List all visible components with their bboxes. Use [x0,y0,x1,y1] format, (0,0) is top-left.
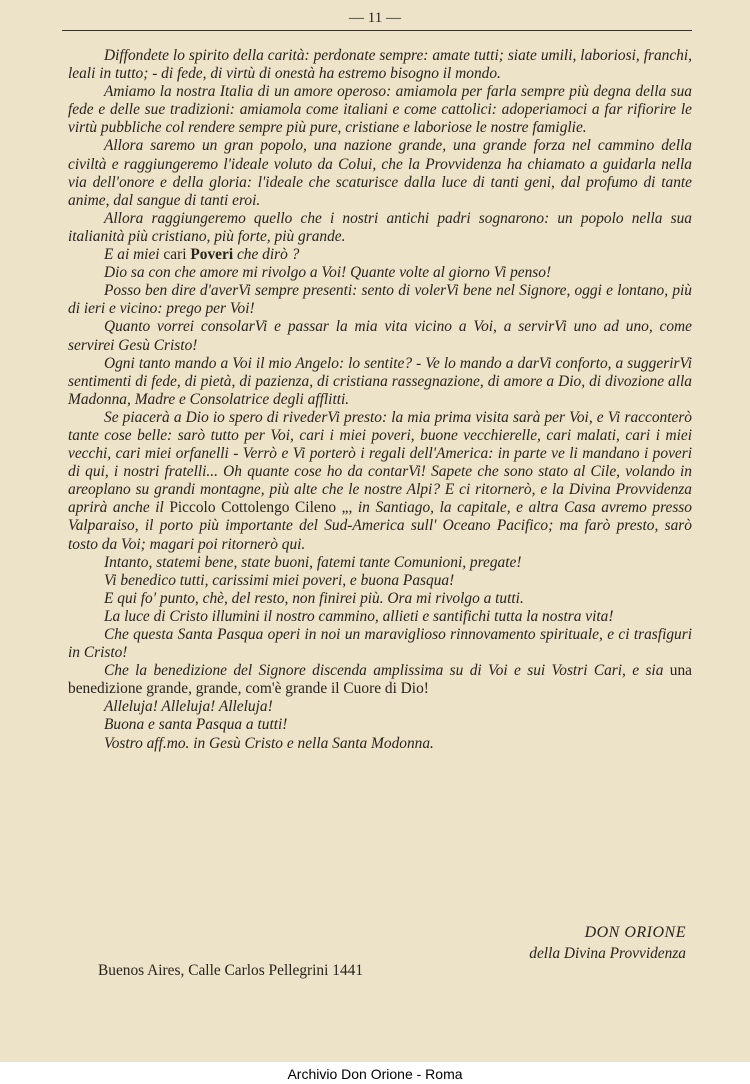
paragraph: Allora saremo un gran popolo, una nazione grande, una grande forza nel cammino della civiltà e raggiungeremo l'ideale voluto da Colui, che la Provvidenza ha chiamato a guidarla nella via dell'onore e della gloria: l'ideale che scaturisce dalla luce di tanti geni, dal profumo di tante anime, dal sangue di tanti eroi. [68,137,692,209]
paragraph: E qui fo' punto, chè, del resto, non finirei più. Ora mi rivolgo a tutti. [104,589,524,607]
paragraph: Allora raggiungeremo quello che i nostri antichi padri sognarono: un popolo nella sua italianità più cristiano, più forte, più grande. [68,209,692,245]
closing-line: Alleluja! Alleluja! Alleluja! [104,698,273,716]
word-poveri: Poveri [190,246,234,264]
benediction: Che la benedizione del Signore discenda amplissima su di Voi e sui Vostri Cari, e sia una benedizione grande, grande, com'è grande il Cuore di Dio! [68,662,692,698]
paragraph: Posso ben dire d'averVi sempre presenti: sento di volerVi bene nel Signore, oggi e lontano, più di ieri e vicino: prego per Voi! [68,282,692,318]
poveri-line: E ai miei cari Poveri che dirò ? [104,246,300,264]
paragraph: Diffondete lo spirito della carità: perdonate sempre: amate tutti; siate umili, laboriosi, franchi, leali in tutto; - di fede, di virtù di onestà ha estremo bisogno il mondo. [68,47,692,83]
letter-body [68,47,692,753]
paragraph: Intanto, statemi bene, state buoni, fatemi tante Comunioni, pregate! [104,553,522,571]
address: Buenos Aires, Calle Carlos Pellegrini 1441 [98,962,364,979]
paragraph: Dio sa con che amore mi rivolgo a Voi! Quante volte al giorno Vi penso! [104,264,552,282]
closing-line: Buona e santa Pasqua a tutti! [104,716,288,734]
signature-role: della Divina Provvidenza [529,945,686,962]
paragraph: Quanto vorrei consolarVi e passar la mia vita vicino a Voi, a servirVi uno ad uno, come servirei Gesù Cristo! [68,318,692,354]
page-number: — 11 — [349,10,401,26]
paragraph: La luce di Cristo illumini il nostro cammino, allieti e santifichi tutta la nostra vita! [104,607,614,625]
paragraph: Che questa Santa Pasqua operi in noi un maraviglioso rinnovamento spirituale, e ci trasfiguri in Cristo! [68,626,692,662]
archive-footer: Archivio Don Orione - Roma [287,1066,463,1082]
closing-line: Vostro aff.mo. in Gesù Cristo e nella Santa Modonna. [104,734,434,752]
paragraph: Amiamo la nostra Italia di un amore operoso: amiamola per farla sempre più degna della sua fede e delle sue tradizioni: amiamola come italiani e come cattolici: adoperiamoci a far rifiorire le virtù pubbliche col rendere sempre più pure, cristiane e laboriose le nostre famiglie. [68,83,692,137]
cottolengo-name: Piccolo Cottolengo Cileno „ [169,499,349,517]
paragraph: Ogni tanto mando a Voi il mio Angelo: lo sentite? - Ve lo mando a darVi conforto, a suggerirVi sentimenti di fede, di pietà, di pazienza, di cristiana rassegnazione, di amore a Dio, di divozione alla Madonna, Madre e Consolatrice degli afflitti. [68,354,692,408]
header-rule [62,30,692,31]
word-cari: cari [163,246,187,264]
paragraph: Vi benedico tutti, carissimi miei poveri, e buona Pasqua! [104,571,455,589]
signature-name: DON ORIONE [584,924,686,941]
paragraph-long: Se piacerà a Dio io spero di rivederVi presto: la mia prima visita sarà per Voi, e Vi racconterò tante cose belle: sarò tutto per Voi, cari i miei poveri, buone vecchierelle, cari malati, cari i miei vecchi, cari miei orfanelli - Verrò e Vi porterò i regali dell'America: in parte ve li mandano i poveri di qui, i nostri fratelli... Oh quante cose ho da contarVi! Sapete che sono stato al Cile, volando in areoplano su grandi montagne, più alte che le nostre Alpi? E ci ritornerò, e la Divina Provvidenza aprirà anche il Piccolo Cottolengo Cileno „, in Santiago, la capitale, e altra Casa avremo presso Valparaiso, il porto più importante del Sud-America sull' Oceano Pacifico; ma farò presto, sarò tosto da Voi; magari poi ritornerò qui. [68,408,692,553]
